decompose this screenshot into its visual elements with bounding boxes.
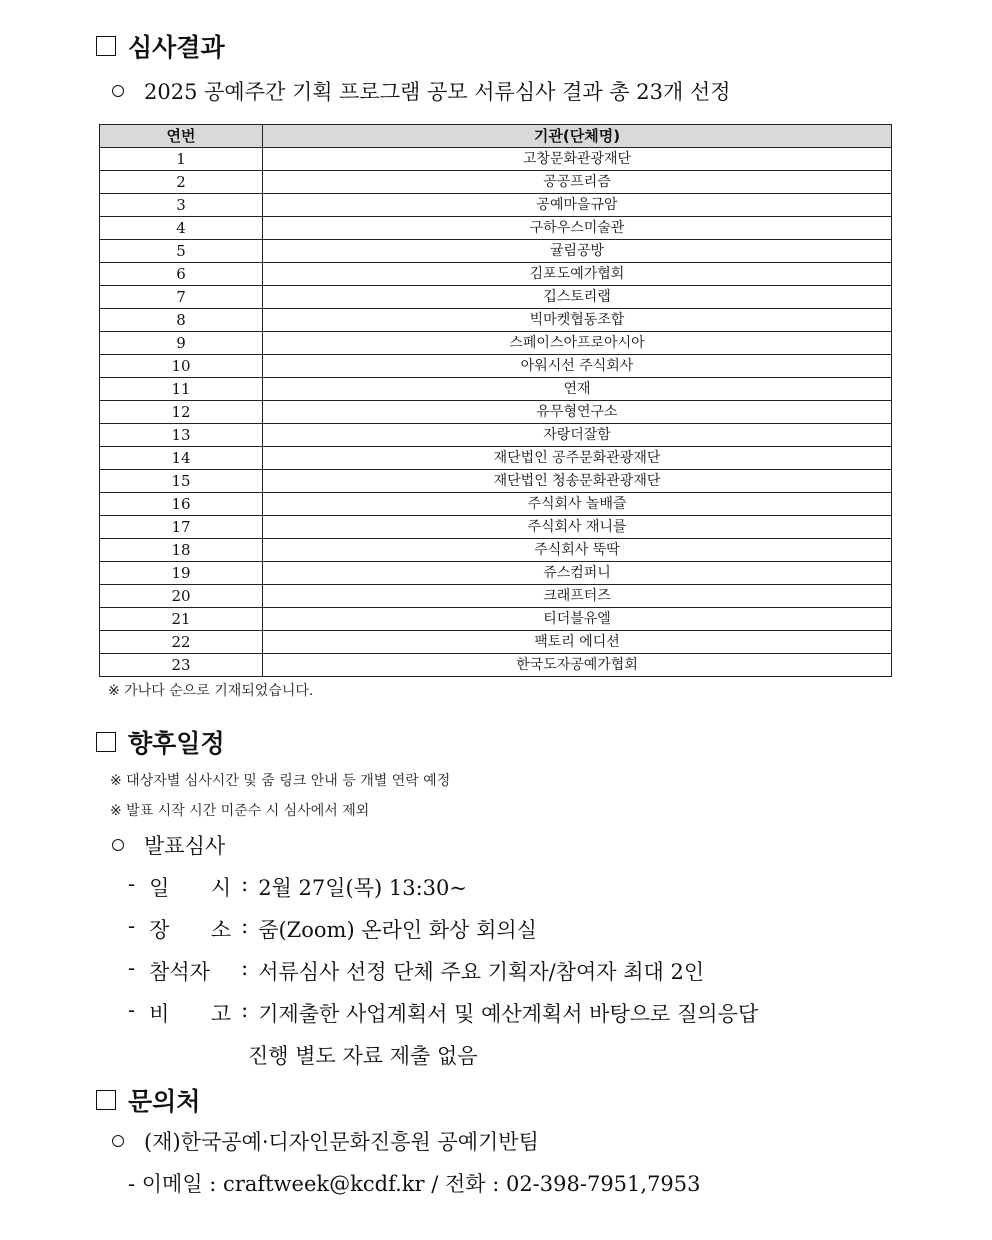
organization-name: 빅마켓협동조합 — [263, 309, 892, 332]
organization-name: 주식회사 뚝딱 — [263, 539, 892, 562]
section-title: 문의처 — [128, 1087, 201, 1116]
organization-name: 고창문화관광재단 — [263, 148, 892, 171]
row-number: 19 — [100, 562, 263, 585]
organization-name: 팩토리 에디션 — [263, 631, 892, 654]
row-number: 20 — [100, 585, 263, 608]
row-number: 2 — [100, 171, 263, 194]
table-row — [100, 194, 892, 217]
column-header-number: 연번 — [100, 125, 263, 148]
circle-bullet-icon — [112, 85, 124, 97]
row-number: 16 — [100, 493, 263, 516]
table-row — [100, 378, 892, 401]
row-number: 10 — [100, 355, 263, 378]
detail-date: - 일 시 : 2월 27일(목) 13:30~ — [128, 872, 467, 900]
organization-name: 쥬스컴퍼니 — [263, 562, 892, 585]
table-row — [100, 539, 892, 562]
schedule-note: ※ 발표 시작 시간 미준수 시 심사에서 제외 — [110, 803, 370, 819]
table-row — [100, 148, 892, 171]
circle-bullet-icon — [112, 839, 124, 851]
row-number: 18 — [100, 539, 263, 562]
detail-location: - 장 소 : 줌(Zoom) 온라인 화상 회의실 — [128, 914, 537, 942]
table-row — [100, 585, 892, 608]
row-number: 17 — [100, 516, 263, 539]
table-row — [100, 286, 892, 309]
square-bullet-icon — [96, 1090, 116, 1110]
table-row — [100, 171, 892, 194]
organization-name: 크래프터즈 — [263, 585, 892, 608]
detail-remarks-continuation: 진행 별도 자료 제출 없음 — [248, 1044, 478, 1068]
table-row — [100, 355, 892, 378]
column-header-organization: 기관(단체명) — [263, 125, 892, 148]
row-number: 13 — [100, 424, 263, 447]
row-number: 14 — [100, 447, 263, 470]
square-bullet-icon — [96, 732, 116, 752]
detail-remarks: - 비 고 : 기제출한 사업계획서 및 예산계획서 바탕으로 질의응답 — [128, 998, 759, 1026]
table-row — [100, 424, 892, 447]
row-number: 15 — [100, 470, 263, 493]
organization-name: 김포도예가협회 — [263, 263, 892, 286]
table-row — [100, 516, 892, 539]
organization-name: 주식회사 놀배즐 — [263, 493, 892, 516]
organization-name: 한국도자공예가협회 — [263, 654, 892, 677]
section-heading-results — [96, 28, 225, 64]
contact-email-phone: - 이메일 : craftweek@kcdf.kr / 전화 : 02-398-7951,7953 — [128, 1172, 701, 1196]
section-heading-contact — [96, 1082, 200, 1118]
row-number: 12 — [100, 401, 263, 424]
table-row — [100, 470, 892, 493]
section-title: 심사결과 — [128, 33, 225, 62]
table-header-row — [100, 125, 892, 148]
table-row — [100, 263, 892, 286]
table-row — [100, 217, 892, 240]
table-footnote: ※ 가나다 순으로 기재되었습니다. — [108, 683, 314, 699]
row-number: 5 — [100, 240, 263, 263]
section-title: 향후일정 — [128, 729, 225, 758]
schedule-note: ※ 대상자별 심사시간 및 줌 링크 안내 등 개별 연락 예정 — [110, 773, 451, 789]
row-number: 3 — [100, 194, 263, 217]
detail-attendees: - 참석자 : 서류심사 선정 단체 주요 기획자/참여자 최대 2인 — [128, 956, 705, 984]
organization-name: 유무형연구소 — [263, 401, 892, 424]
row-number: 7 — [100, 286, 263, 309]
organization-name: 구하우스미술관 — [263, 217, 892, 240]
presentation-heading: 발표심사 — [112, 830, 225, 860]
row-number: 4 — [100, 217, 263, 240]
table-row — [100, 608, 892, 631]
circle-bullet-icon — [112, 1135, 124, 1147]
table-row — [100, 332, 892, 355]
row-number: 23 — [100, 654, 263, 677]
section-heading-schedule — [96, 724, 225, 760]
table-row — [100, 562, 892, 585]
organization-name: 공예마을규암 — [263, 194, 892, 217]
organization-name: 공공프리즘 — [263, 171, 892, 194]
row-number: 21 — [100, 608, 263, 631]
organization-name: 깁스토리랩 — [263, 286, 892, 309]
table-row — [100, 654, 892, 677]
row-number: 9 — [100, 332, 263, 355]
organization-name: 귤림공방 — [263, 240, 892, 263]
row-number: 8 — [100, 309, 263, 332]
organization-name: 재단법인 공주문화관광재단 — [263, 447, 892, 470]
results-summary: 2025 공예주간 기획 프로그램 공모 서류심사 결과 총 23개 선정 — [112, 76, 731, 106]
table-row — [100, 493, 892, 516]
table-row — [100, 447, 892, 470]
row-number: 22 — [100, 631, 263, 654]
table-row — [100, 631, 892, 654]
square-bullet-icon — [96, 36, 116, 56]
row-number: 6 — [100, 263, 263, 286]
organization-name: 스페이스아프로아시아 — [263, 332, 892, 355]
organization-name: 자랑더잘함 — [263, 424, 892, 447]
selection-results-table — [99, 124, 892, 677]
contact-organization: (재)한국공예·디자인문화진흥원 공예기반팀 — [112, 1126, 539, 1156]
organization-name: 티더블유엘 — [263, 608, 892, 631]
table-row — [100, 309, 892, 332]
organization-name: 아워시선 주식회사 — [263, 355, 892, 378]
organization-name: 연재 — [263, 378, 892, 401]
row-number: 11 — [100, 378, 263, 401]
table-row — [100, 240, 892, 263]
table-row — [100, 401, 892, 424]
organization-name: 주식회사 재니를 — [263, 516, 892, 539]
organization-name: 재단법인 청송문화관광재단 — [263, 470, 892, 493]
row-number: 1 — [100, 148, 263, 171]
